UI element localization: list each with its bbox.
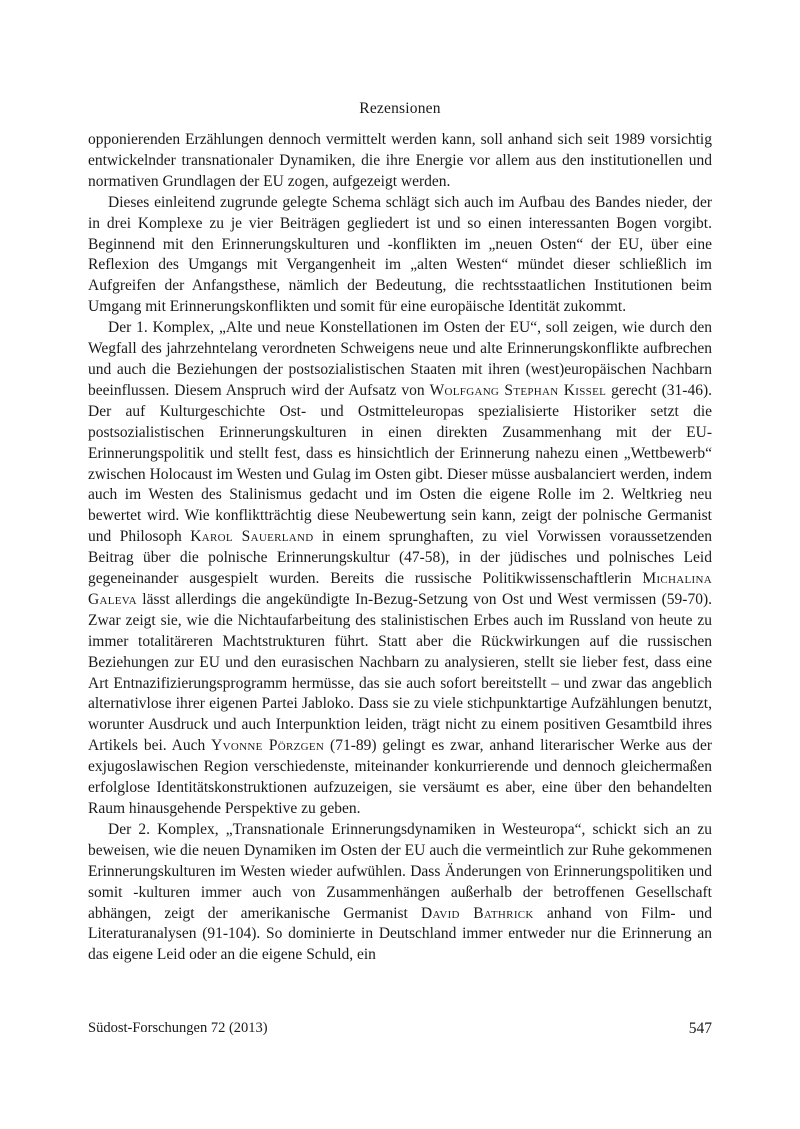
text-segment: Der 2. Komplex, „Transnationale Erinnerungsdynamiken in Westeuropa“, schickt sich an zu beweisen, wie die neuen Dynamiken im Osten der EU auch die vermeintlich zur Ruhe gekommenen Erinnerungskulturen im Westen wieder aufwühlen. Dass Änderungen von Erinnerungspolitiken und somit -kulturen immer auch von Zusammenhängen außerhalb der betroffenen Gesellschaft abhängen, zeigt der amerikanische Germanist (88, 820, 712, 922)
running-head: Rezensionen (359, 100, 441, 117)
journal-citation: Südost-Forschungen 72 (2013) (88, 1020, 268, 1036)
text-segment: Dieses einleitend zugrunde gelegte Schema schlägt sich auch im Aufbau des Bandes nieder, der in drei Komplexe zu je vier Beiträgen gegliedert ist und so einen interessanten Bogen vorgibt. Beginnend mit den Erinnerungskulturen und -konflikten im „neuen Osten“ der EU, über eine Reflexion des Umgangs mit Vergangenheit im „alten Westen“ mündet dieser schließlich im Aufgreifen der Anfangsthese, nämlich der Bedeutung, die rechtsstaatlichen Institutionen beim Umgang mit Erinnerungskonflikten und somit für eine europäische Identität zukommt. (88, 193, 712, 316)
body-paragraph (88, 820, 712, 966)
author-name: Karol Sauerland (190, 528, 314, 546)
text-segment: (71-89) gelingt es zwar, anhand literarischer Werke aus der exjugoslawischen Region verschiedenste, miteinander konkurrierende und dennoch gleichermaßen erfolglose Identitätskonstruktionen aufzuzeigen, sie versäumt es aber, eine über den behandelten Raum hinausgehende Perspektive zu geben. (88, 737, 712, 817)
text-segment: in einem sprunghaften, zu viel Vorwissen voraussetzenden Beitrag über die polnische Erinnerungskultur (47-58), in der jüdisches und polnisches Leid gegeneinander ausgespielt wurden. Bereits die russische Politikwissenschaftlerin (88, 528, 712, 588)
page-number: 547 (688, 1020, 712, 1037)
text-segment: Der 1. Komplex, „Alte und neue Konstellationen im Osten der EU“, soll zeigen, wie durch den Wegfall des jahrzehntelang verordneten Schweigens neue und alte Erinnerungskonflikte aufbrechen und auch die Beziehungen der postsozialistischen Staaten mit ihren (west)europäischen Nachbarn beeinflussen. Diesem Anspruch wird der Aufsatz von (88, 319, 712, 399)
body-paragraph (88, 130, 712, 193)
author-name: Yvonne Pörzgen (211, 737, 325, 755)
review-body-text (88, 130, 712, 966)
author-name: Michalina Galeva (88, 570, 712, 608)
text-segment: opponierenden Erzählungen dennoch vermittelt werden kann, soll anhand sich seit 1989 vorsichtig entwickelnder transnationaler Dynamiken, die ihre Energie vor allem aus den institutionellen und normativen Grundlagen der EU zogen, aufgezeigt werden. (88, 131, 712, 190)
body-paragraph (88, 193, 712, 318)
text-segment: gerecht (31-46). Der auf Kulturgeschichte Ost- und Ostmitteleuropas spezialisierte Historiker setzt die postsozialistischen Erinnerungskulturen in einen direkten Zusammenhang mit der EU-Erinnerungspolitik und stellt fest, dass es hinsichtlich der Erinnerung nahezu einen „Wettbewerb“ zwischen Holocaust im Westen und Gulag im Osten gibt. Dieser müsse ausbalanciert werden, indem auch im Westen des Stalinismus gedacht und im Osten die eigene Rolle im 2. Weltkrieg neu bewertet wird. Wie konfliktträchtig diese Neubewertung sein kann, zeigt der polnische Germanist und Philosoph (88, 381, 712, 546)
author-name: Wolfgang Stephan Kissel (429, 381, 607, 399)
author-name: David Bathrick (421, 904, 534, 922)
text-segment: anhand von Film- und Literaturanalysen (91-104). So dominierte in Deutschland immer entweder nur die Erinnerung an das eigene Leid oder an die eigene Schuld, ein (88, 904, 712, 964)
text-segment: lässt allerdings die angekündigte In-Bezug-Setzung von Ost und West vermissen (59-70). Zwar zeigt sie, wie die Nichtaufarbeitung des stalinistischen Erbes auch im Russland von heute zu immer totalitäreren Machtstrukturen führt. Statt aber die Rückwirkungen auf die russischen Beziehungen zur EU und den eurasischen Nachbarn zu analysieren, stellt sie lieber fest, dass eine Art Entnazifizierungsprogramm hermüsse, das sie auch sofort bereitstellt – und zwar das angeblich alternativlose ihrer eigenen Partei Jabloko. Dass sie zu viele stichpunktartige Aufzählungen benutzt, worunter Ausdruck und auch Interpunktion leiden, trägt nicht zu einem positiven Gesamtbild ihres Artikels bei. Auch (88, 590, 712, 755)
body-paragraph (88, 318, 712, 820)
